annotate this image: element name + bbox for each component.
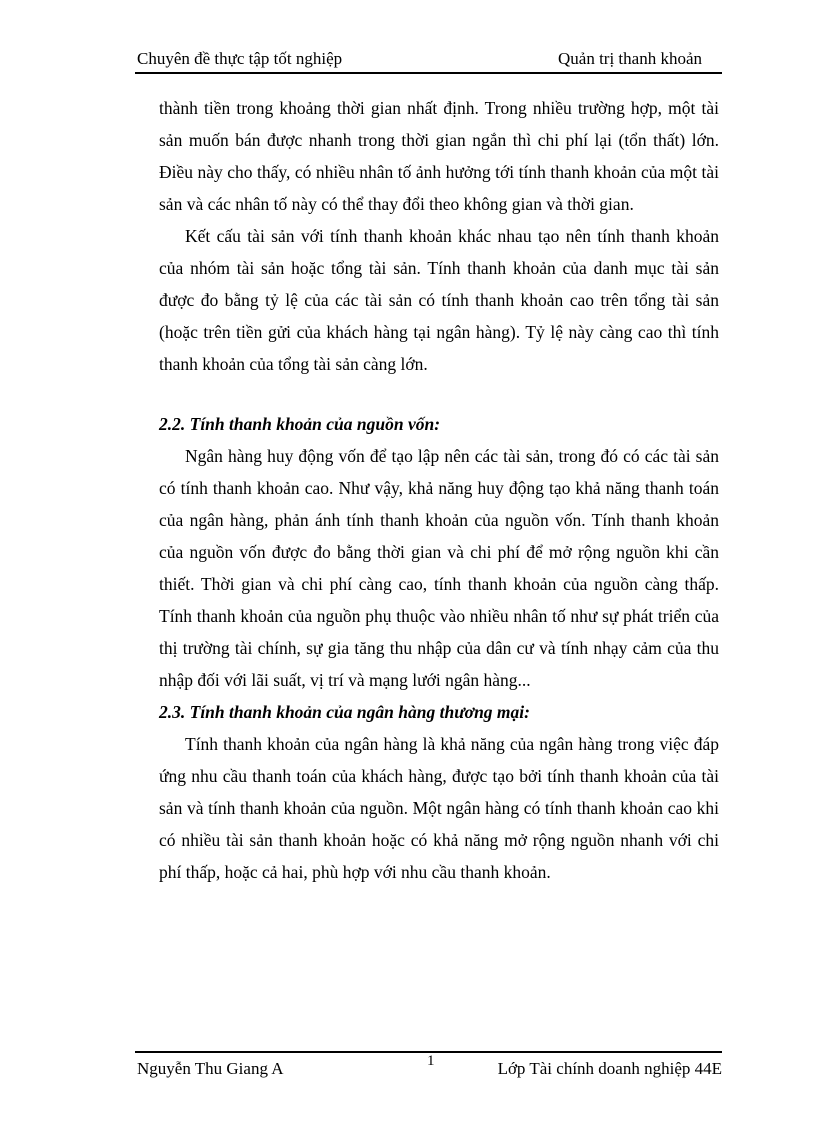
section-heading-2-2: 2.2. Tính thanh khoản của nguồn vốn: bbox=[159, 414, 441, 434]
paragraph-asset-structure: Kết cấu tài sản với tính thanh khoản khác nhau tạo nên tính thanh khoản của nhóm tài sản hoặc tổng tài sản. Tính thanh khoản của danh mục tài sản được đo bằng tỷ lệ của các tài sản có tính thanh khoản cao trên tổng tài sản (hoặc trên tiền gửi của khách hàng tại ngân hàng). Tỷ lệ này càng cao thì tính thanh khoản của tổng tài sản càng lớn. bbox=[159, 226, 719, 374]
footer-class: Lớp Tài chính doanh nghiệp 44E bbox=[497, 1059, 722, 1078]
footer-author: Nguyễn Thu Giang A bbox=[137, 1059, 284, 1078]
page-header bbox=[135, 48, 722, 74]
page-number: 1 bbox=[427, 1053, 435, 1069]
paragraph-asset-liquidity-continued: thành tiền trong khoảng thời gian nhất định. Trong nhiều trường hợp, một tài sản muốn bán được nhanh trong thời gian ngắn thì chi phí lại (tổn thất) lớn. Điều này cho thấy, có nhiều nhân tố ảnh hưởng tới tính thanh khoản của một tài sản và các nhân tố này có thể thay đổi theo không gian và thời gian. bbox=[159, 98, 719, 214]
page-footer bbox=[135, 1051, 722, 1083]
header-topic: Quản trị thanh khoản bbox=[558, 49, 702, 68]
paragraph-bank-liquidity: Tính thanh khoản của ngân hàng là khả năng của ngân hàng trong việc đáp ứng nhu cầu thanh toán của khách hàng, được tạo bởi tính thanh khoản của tài sản và tính thanh khoản của nguồn. Một ngân hàng có tính thanh khoản cao khi có nhiều tài sản thanh khoản hoặc có khả năng mở rộng nguồn nhanh với chi phí thấp, hoặc cả hai, phù hợp với nhu cầu thanh khoản. bbox=[159, 734, 719, 882]
page-body bbox=[159, 92, 719, 888]
header-document-title: Chuyên đề thực tập tốt nghiệp bbox=[137, 49, 343, 68]
section-heading-2-3: 2.3. Tính thanh khoản của ngân hàng thương mại: bbox=[159, 702, 530, 722]
paragraph-funding-liquidity: Ngân hàng huy động vốn để tạo lập nên các tài sản, trong đó có các tài sản có tính thanh khoản cao. Như vậy, khả năng huy động tạo khả năng thanh toán của ngân hàng, phản ánh tính thanh khoản của nguồn vốn. Tính thanh khoản của nguồn vốn được đo bằng thời gian và chi phí để mở rộng nguồn khi cần thiết. Thời gian và chi phí càng cao, tính thanh khoản của nguồn càng thấp. Tính thanh khoản của nguồn phụ thuộc vào nhiều nhân tố như sự phát triển của thị trường tài chính, sự gia tăng thu nhập của dân cư và tính nhạy cảm của thu nhập đối với lãi suất, vị trí và mạng lưới ngân hàng... bbox=[159, 446, 719, 690]
